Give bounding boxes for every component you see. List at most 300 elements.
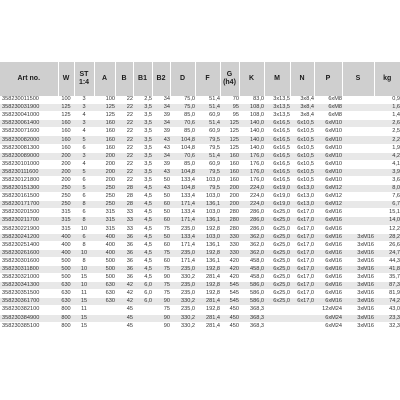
table-cell: 176,0	[239, 160, 264, 168]
column-header: Art no.	[0, 62, 58, 96]
table-cell: 3	[74, 96, 94, 104]
table-cell	[342, 144, 374, 152]
table-cell: 6xM16	[314, 233, 342, 241]
table-cell: 140,0	[239, 144, 264, 152]
table-cell: 6xM16	[314, 217, 342, 225]
table-cell: 6x16,5	[264, 144, 290, 152]
table-cell: 6x25,0	[264, 233, 290, 241]
table-cell: 1,4	[374, 112, 400, 120]
table-cell: 171,4	[170, 201, 195, 209]
table-cell: 22	[115, 136, 133, 144]
table-cell: 160	[220, 152, 239, 160]
table-cell: 315	[58, 209, 74, 217]
table-cell: 250	[94, 193, 115, 201]
table-cell: 6xM10	[314, 144, 342, 152]
table-cell: 45	[115, 314, 133, 322]
table-cell: 95	[220, 112, 239, 120]
article-number-cell: 358230341300	[0, 282, 58, 290]
table-cell: 458,0	[239, 257, 264, 265]
table-cell: 43	[152, 185, 170, 193]
table-cell: 136,1	[195, 257, 220, 265]
table-cell: 400	[58, 233, 74, 241]
table-row	[0, 257, 400, 265]
column-header: A	[94, 62, 115, 96]
table-cell: 3xM16	[342, 282, 374, 290]
table-cell	[133, 306, 152, 314]
table-cell	[342, 136, 374, 144]
table-cell: 6x19,0	[264, 193, 290, 201]
table-row	[0, 306, 400, 314]
table-cell: 500	[94, 265, 115, 273]
table-cell: 176,0	[239, 152, 264, 160]
table-cell: 586,0	[239, 290, 264, 298]
table-cell: 160	[94, 128, 115, 136]
table-cell: 400	[94, 233, 115, 241]
table-cell: 35,7	[374, 274, 400, 282]
table-cell: 281,4	[195, 298, 220, 306]
table-cell: 133,4	[170, 193, 195, 201]
table-cell: 200	[94, 168, 115, 176]
table-cell: 6xM16	[314, 249, 342, 257]
table-cell: 6x17,0	[290, 233, 314, 241]
table-cell: 3x13,5	[264, 104, 290, 112]
table-cell: 235,0	[170, 225, 195, 233]
table-cell: 51,4	[195, 152, 220, 160]
table-cell: 6x10,5	[290, 176, 314, 184]
table-cell: 6xM16	[314, 274, 342, 282]
table-cell: 6xM16	[314, 290, 342, 298]
table-cell: 22	[115, 120, 133, 128]
table-cell: 6xM10	[314, 176, 342, 184]
table-cell: 6,0	[133, 298, 152, 306]
article-number-cell: 358230151300	[0, 185, 58, 193]
table-cell: 60	[152, 217, 170, 225]
table-cell: 545	[220, 290, 239, 298]
table-cell: 22	[115, 160, 133, 168]
table-cell: 6x10,5	[290, 136, 314, 144]
table-cell: 4,5	[133, 185, 152, 193]
article-number-cell: 358230385100	[0, 322, 58, 330]
article-number-cell: 358230121800	[0, 176, 58, 184]
table-cell	[133, 322, 152, 330]
table-cell: 3xM16	[342, 322, 374, 330]
table-cell: 2,6	[374, 120, 400, 128]
table-cell: 75,0	[170, 104, 195, 112]
table-cell	[94, 306, 115, 314]
table-cell: 15	[74, 298, 94, 306]
table-cell: 3xM16	[342, 249, 374, 257]
table-cell: 50	[152, 176, 170, 184]
table-row	[0, 128, 400, 136]
table-row	[0, 144, 400, 152]
table-cell: 6xM12	[314, 185, 342, 193]
table-cell: 22	[115, 168, 133, 176]
table-cell: 6x17,0	[290, 257, 314, 265]
table-row	[0, 168, 400, 176]
table-cell: 630	[94, 290, 115, 298]
table-cell: 125	[58, 112, 74, 120]
table-cell: 36	[115, 241, 133, 249]
table-row	[0, 249, 400, 257]
table-cell: 6x16,5	[264, 128, 290, 136]
table-cell: 6x16,5	[264, 168, 290, 176]
table-cell: 136,1	[195, 201, 220, 209]
table-cell: 36	[115, 274, 133, 282]
table-cell: 450	[220, 306, 239, 314]
table-cell: 3xM16	[342, 306, 374, 314]
column-header: G (h4)	[220, 62, 239, 96]
table-cell: 3xM16	[342, 257, 374, 265]
table-cell: 500	[94, 274, 115, 282]
table-cell: 3	[74, 120, 94, 128]
table-cell: 6	[74, 176, 94, 184]
table-cell: 6xM8	[314, 96, 342, 104]
table-cell: 42	[115, 298, 133, 306]
table-cell: 6xM10	[314, 152, 342, 160]
column-header: P	[314, 62, 342, 96]
table-cell: 368,3	[239, 314, 264, 322]
table-cell: 6x25,0	[264, 225, 290, 233]
table-cell: 90	[152, 274, 170, 282]
article-number-cell: 358230011500	[0, 96, 58, 104]
table-cell: 3,5	[133, 128, 152, 136]
table-cell: 3,5	[133, 144, 152, 152]
table-cell: 160	[58, 128, 74, 136]
table-cell: 6x25,0	[264, 249, 290, 257]
table-cell: 235,0	[170, 249, 195, 257]
table-cell: 50	[152, 233, 170, 241]
table-cell: 192,8	[195, 225, 220, 233]
table-cell: 6x25,0	[264, 265, 290, 273]
table-cell: 6x13,0	[290, 201, 314, 209]
table-cell: 103,0	[195, 176, 220, 184]
article-number-cell: 358230081300	[0, 144, 58, 152]
table-cell: 28	[115, 185, 133, 193]
table-cell: 3x8,4	[290, 96, 314, 104]
table-cell: 630	[58, 290, 74, 298]
table-cell: 200	[94, 152, 115, 160]
table-cell: 33	[115, 209, 133, 217]
table-cell: 28	[115, 193, 133, 201]
article-number-cell: 358230384900	[0, 314, 58, 322]
table-cell: 85,0	[170, 128, 195, 136]
table-cell: 104,8	[170, 168, 195, 176]
table-row	[0, 160, 400, 168]
table-cell: 4	[74, 160, 94, 168]
table-cell: 100	[58, 96, 74, 104]
table-cell: 3xM16	[342, 265, 374, 273]
table-cell: 15	[74, 274, 94, 282]
table-cell	[290, 322, 314, 330]
table-cell	[342, 104, 374, 112]
table-row	[0, 112, 400, 120]
table-cell	[264, 306, 290, 314]
table-cell: 3,6	[374, 176, 400, 184]
table-cell: 103,0	[195, 193, 220, 201]
table-cell: 34	[152, 96, 170, 104]
table-cell: 10	[74, 249, 94, 257]
table-cell: 315	[94, 225, 115, 233]
table-cell: 3xM16	[342, 233, 374, 241]
table-row	[0, 233, 400, 241]
table-cell: 4	[74, 128, 94, 136]
table-cell: 100	[94, 96, 115, 104]
table-cell: 800	[58, 314, 74, 322]
table-cell: 160	[58, 136, 74, 144]
table-cell: 315	[94, 217, 115, 225]
article-number-cell: 358230089000	[0, 152, 58, 160]
table-cell: 95	[220, 104, 239, 112]
table-cell: 171,4	[170, 241, 195, 249]
table-cell	[342, 112, 374, 120]
table-cell: 3xM16	[342, 290, 374, 298]
table-cell: 14,0	[374, 217, 400, 225]
table-cell: 171,4	[170, 257, 195, 265]
table-cell: 420	[220, 257, 239, 265]
table-cell: 6x17,0	[290, 217, 314, 225]
table-cell: 133,4	[170, 233, 195, 241]
table-row	[0, 298, 400, 306]
table-cell: 6x25,0	[264, 217, 290, 225]
table-cell: 42	[115, 282, 133, 290]
table-cell: 6x25,0	[264, 241, 290, 249]
table-cell: 75	[152, 249, 170, 257]
table-cell: 545	[220, 298, 239, 306]
table-cell: 83,0	[239, 96, 264, 104]
table-row	[0, 176, 400, 184]
table-cell: 8,0	[374, 185, 400, 193]
table-row	[0, 322, 400, 330]
table-cell: 4,5	[133, 217, 152, 225]
table-cell: 160	[220, 160, 239, 168]
table-cell	[94, 314, 115, 322]
table-cell: 420	[220, 265, 239, 273]
table-cell: 630	[94, 282, 115, 290]
column-header: ST 1:4	[74, 62, 94, 96]
table-cell: 200	[58, 152, 74, 160]
column-header: B2	[152, 62, 170, 96]
table-cell: 4,5	[133, 193, 152, 201]
table-cell: 6x19,0	[264, 201, 290, 209]
table-cell: 26,6	[374, 241, 400, 249]
table-cell: 0,9	[374, 96, 400, 104]
table-cell: 192,8	[195, 306, 220, 314]
table-cell: 22	[115, 96, 133, 104]
table-cell: 160	[94, 120, 115, 128]
table-cell: 630	[58, 282, 74, 290]
table-cell: 3	[74, 152, 94, 160]
table-cell: 45	[115, 322, 133, 330]
article-number-cell: 358230382100	[0, 306, 58, 314]
table-cell	[290, 306, 314, 314]
article-number-cell: 358230301600	[0, 257, 58, 265]
table-row	[0, 193, 400, 201]
table-cell: 10	[74, 282, 94, 290]
column-header: B	[115, 62, 133, 96]
table-cell: 43	[152, 168, 170, 176]
table-cell	[342, 152, 374, 160]
table-cell: 235,0	[170, 265, 195, 273]
table-cell: 11	[74, 306, 94, 314]
table-cell: 6x16,5	[264, 160, 290, 168]
table-cell: 32,3	[374, 322, 400, 330]
table-cell: 330	[220, 233, 239, 241]
table-cell: 4,5	[133, 201, 152, 209]
table-cell: 75	[152, 306, 170, 314]
table-cell: 4,5	[133, 233, 152, 241]
table-cell: 11	[74, 290, 94, 298]
table-cell: 6x17,0	[290, 209, 314, 217]
table-cell: 3xM16	[342, 298, 374, 306]
table-cell: 192,8	[195, 282, 220, 290]
table-cell: 74,2	[374, 298, 400, 306]
table-cell	[342, 201, 374, 209]
table-cell: 250	[94, 185, 115, 193]
table-cell: 368,3	[239, 306, 264, 314]
table-cell: 23,3	[374, 314, 400, 322]
table-cell: 125	[220, 144, 239, 152]
table-row	[0, 225, 400, 233]
table-cell: 176,0	[239, 168, 264, 176]
table-cell: 34	[152, 152, 170, 160]
table-cell: 12,2	[374, 225, 400, 233]
table-cell: 6xM16	[314, 265, 342, 273]
table-cell: 33	[115, 225, 133, 233]
table-cell: 4	[74, 112, 94, 120]
table-cell: 200	[220, 193, 239, 201]
table-cell: 6xM12	[314, 193, 342, 201]
article-number-cell: 358230041000	[0, 112, 58, 120]
table-cell: 6xM16	[314, 209, 342, 217]
table-cell: 4,5	[133, 241, 152, 249]
table-cell: 235,0	[170, 290, 195, 298]
table-cell: 6x25,0	[264, 282, 290, 290]
table-cell: 200	[220, 185, 239, 193]
table-cell: 6x10,5	[290, 168, 314, 176]
table-cell: 6x25,0	[264, 290, 290, 298]
table-cell: 235,0	[170, 282, 195, 290]
table-cell: 125	[220, 128, 239, 136]
table-cell: 3,5	[133, 136, 152, 144]
table-cell: 6,0	[133, 290, 152, 298]
table-cell: 450	[220, 314, 239, 322]
table-cell: 6xM24	[314, 322, 342, 330]
table-cell: 800	[58, 322, 74, 330]
table-row	[0, 209, 400, 217]
table-cell: 330,2	[170, 298, 195, 306]
table-cell: 400	[94, 241, 115, 249]
table-cell: 22	[115, 128, 133, 136]
table-cell: 4,2	[374, 152, 400, 160]
table-cell: 281,4	[195, 322, 220, 330]
article-number-cell: 358230241200	[0, 233, 58, 241]
table-cell: 2,2	[374, 136, 400, 144]
table-cell: 60,9	[195, 128, 220, 136]
table-cell: 39	[152, 160, 170, 168]
table-cell: 6xM10	[314, 168, 342, 176]
table-row	[0, 96, 400, 104]
table-cell: 224,0	[239, 193, 264, 201]
table-cell: 22	[115, 104, 133, 112]
table-cell: 39	[152, 112, 170, 120]
table-cell: 36	[115, 257, 133, 265]
table-cell: 6xM12	[314, 201, 342, 209]
table-cell: 192,8	[195, 265, 220, 273]
table-row	[0, 265, 400, 273]
table-cell: 28,2	[374, 233, 400, 241]
table-cell: 545	[220, 282, 239, 290]
table-cell: 125	[94, 104, 115, 112]
table-cell: 1,9	[374, 144, 400, 152]
table-row	[0, 201, 400, 209]
table-cell: 160	[58, 120, 74, 128]
table-cell: 15,1	[374, 209, 400, 217]
table-cell: 42	[115, 290, 133, 298]
table-cell: 160	[220, 168, 239, 176]
article-number-cell: 358230071600	[0, 128, 58, 136]
table-cell: 8	[74, 257, 94, 265]
table-cell: 3,5	[133, 120, 152, 128]
table-cell: 200	[58, 168, 74, 176]
table-cell: 500	[58, 265, 74, 273]
table-cell: 36	[115, 233, 133, 241]
table-cell: 140,0	[239, 128, 264, 136]
column-header: kg	[374, 62, 400, 96]
table-cell: 280	[220, 209, 239, 217]
table-cell: 330,2	[170, 322, 195, 330]
table-cell: 133,4	[170, 209, 195, 217]
table-cell: 6xM16	[314, 257, 342, 265]
table-cell	[290, 314, 314, 322]
article-number-cell: 358230321000	[0, 274, 58, 282]
table-cell: 12xM24	[314, 306, 342, 314]
table-cell: 6xM16	[314, 298, 342, 306]
table-cell: 79,5	[195, 185, 220, 193]
table-cell: 5	[74, 185, 94, 193]
article-number-cell: 358230101000	[0, 160, 58, 168]
table-cell: 6x13,0	[290, 185, 314, 193]
table-cell: 10	[74, 225, 94, 233]
table-cell: 3,5	[133, 104, 152, 112]
table-cell: 450	[220, 322, 239, 330]
table-cell	[342, 120, 374, 128]
table-cell: 22	[115, 144, 133, 152]
table-cell: 36	[115, 265, 133, 273]
table-cell: 70	[220, 96, 239, 104]
article-number-cell: 358230061400	[0, 120, 58, 128]
table-cell: 125	[220, 136, 239, 144]
table-cell: 75	[152, 290, 170, 298]
table-cell: 3xM16	[342, 241, 374, 249]
table-cell: 81,9	[374, 290, 400, 298]
table-cell: 75	[152, 225, 170, 233]
table-cell: 200	[94, 160, 115, 168]
table-cell: 36	[115, 249, 133, 257]
table-cell: 3,5	[133, 112, 152, 120]
table-cell: 500	[58, 274, 74, 282]
article-number-cell: 358230361700	[0, 298, 58, 306]
table-cell: 33	[115, 217, 133, 225]
table-cell	[342, 128, 374, 136]
column-header: D	[170, 62, 195, 96]
table-cell: 420	[220, 274, 239, 282]
table-cell: 500	[58, 257, 74, 265]
table-cell	[133, 314, 152, 322]
table-cell: 6xM10	[314, 136, 342, 144]
article-number-cell: 358230251400	[0, 241, 58, 249]
table-cell	[342, 193, 374, 201]
table-cell: 330,2	[170, 314, 195, 322]
